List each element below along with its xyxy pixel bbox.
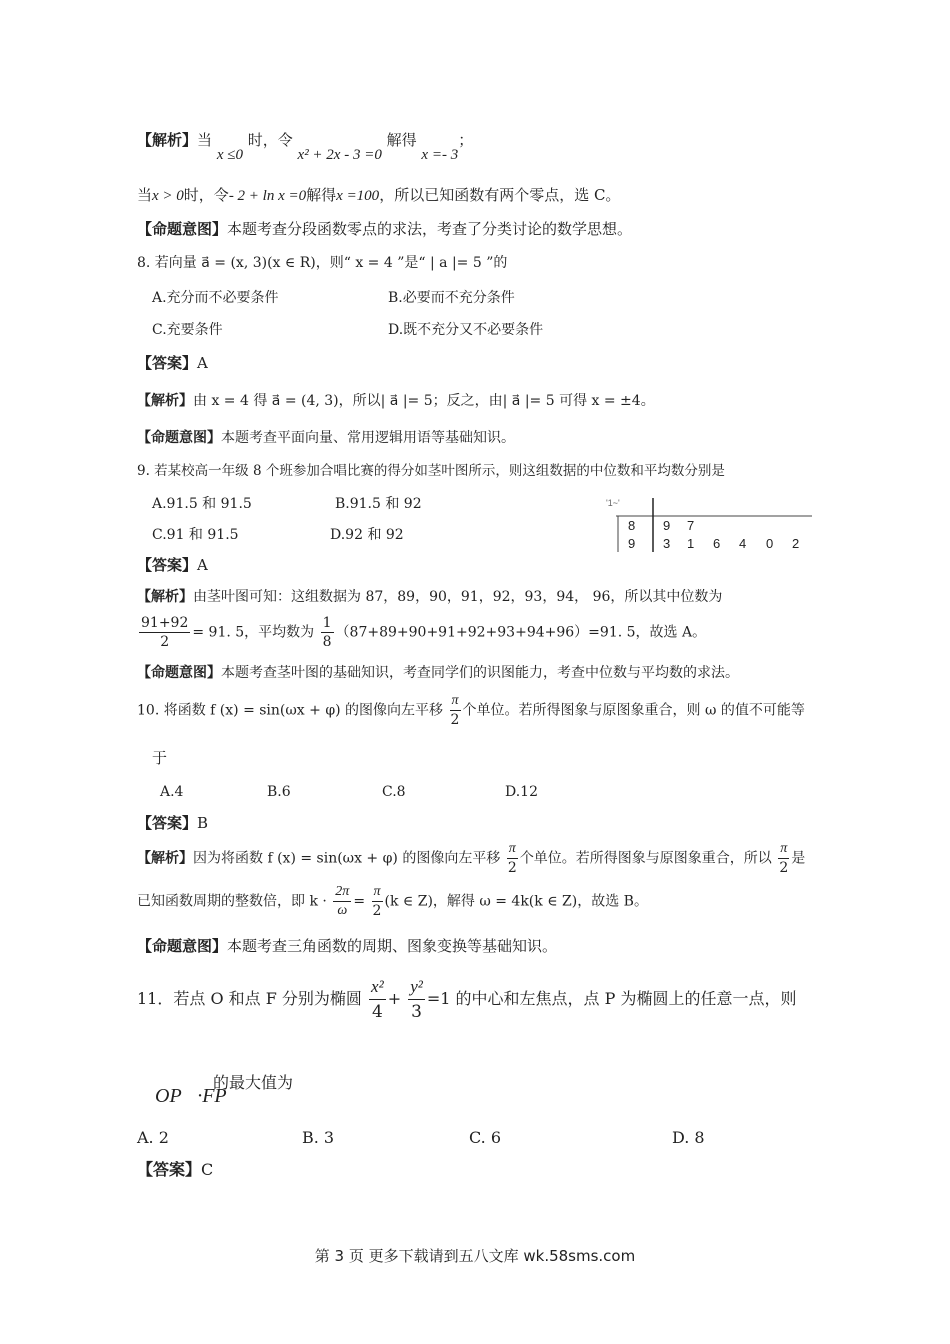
stem-9: 9 <box>628 536 636 551</box>
q9-calc: $\frac{91+92}{2}$ = 91. 5，平均数为 $\frac{1}{8}$ （87+89+90+91+92+93+94+96）=91. 5，故选 A。 <box>141 615 707 650</box>
q9-intent: 【命题意图】本题考查茎叶图的基础知识，考查同学们的识图能力，考查中位数与平均数的求法。 <box>137 665 739 681</box>
q10-option-c: C.8 <box>382 784 406 800</box>
fraction: $\frac{\pi}{2}$ <box>450 693 460 728</box>
q11-stem-cont: 的最大值为 <box>213 1073 294 1092</box>
q9-analysis: 【解析】由茎叶图可知：这组数据为 87，89，90，91，92，93，94， 96，所以其中位数为 <box>137 589 723 605</box>
fraction: $\frac{\text{x²}}{4}$ <box>371 977 384 1022</box>
q8-option-b: B.必要而不充分条件 <box>388 290 515 306</box>
q11-answer: 【答案】C <box>137 1160 214 1179</box>
q10-stem-cont: 于 <box>152 749 168 767</box>
q8-option-c: C.充要条件 <box>152 322 223 338</box>
q10-option-a: A.4 <box>160 784 184 800</box>
fraction: $\frac{\text{y²}}{3}$ <box>410 977 423 1022</box>
leaf: 3 <box>663 536 671 551</box>
q11-option-b: B. 3 <box>302 1128 335 1147</box>
stem-8: 8 <box>628 518 636 533</box>
q9-option-d: D.92 和 92 <box>330 527 404 543</box>
q8-option-d: D.既不充分又不必要条件 <box>388 322 544 338</box>
leaf: 4 <box>739 536 747 551</box>
stem-leaf-corner: '1~' <box>606 498 620 508</box>
leaf: 6 <box>713 536 721 551</box>
q9-stem: 9. 若某校高一年级 8 个班参加合唱比赛的得分如茎叶图所示，则这组数据的中位数和平均数分别是 <box>137 463 725 479</box>
q10-analysis-line1: 【解析】因为将函数 f (x) = sin(ωx + φ) 的图像向左平移 $\frac{\pi}{2}$ 个单位。若所得图象与原图象重合，所以 $\frac{\pi}{2}$ 是 <box>137 841 806 876</box>
q10-stem: 10. 将函数 f (x) = sin(ωx + φ) 的图像向左平移 $\frac{\pi}{2}$ 个单位。若所得图象与原图象重合，则 ω 的值不可能等 <box>137 693 805 728</box>
q11-option-d: D. 8 <box>672 1128 705 1147</box>
q11-option-a: A. 2 <box>137 1128 169 1147</box>
leaf: 2 <box>792 536 800 551</box>
q8-analysis: 【解析】由 x = 4 得 a⃗ = (4, 3)，所以| a⃗ |= 5；反之，由| a⃗ |= 5 可得 x = ±4。 <box>137 393 655 409</box>
leaf: 1 <box>687 536 695 551</box>
q8-intent: 【命题意图】本题考查平面向量、常用逻辑用语等基础知识。 <box>137 430 515 446</box>
fraction: $\frac{91+92}{2}$ <box>141 615 189 650</box>
q8-option-a: A.充分而不必要条件 <box>152 290 279 306</box>
stem-leaf-plot <box>606 498 812 554</box>
q10-answer: 【答案】B <box>137 814 209 832</box>
leaf: 7 <box>687 518 695 533</box>
analysis-label: 【解析】 <box>137 131 198 149</box>
q7-analysis-line1: 【解析】当 x ≤0 时，令 x² + 2x - 3 =0 解得 x =- 3； <box>137 131 474 163</box>
q11-option-c: C. 6 <box>469 1128 502 1147</box>
q9-answer: 【答案】A <box>137 556 208 574</box>
q9-option-a: A.91.5 和 91.5 <box>152 496 252 512</box>
q10-option-d: D.12 <box>505 784 538 800</box>
q7-analysis-line2: 当x > 0时，令- 2 + ln x =0解得x =100，所以已知函数有两个零点，选 C。 <box>137 186 621 204</box>
q7-intent: 【命题意图】本题考查分段函数零点的求法，考查了分类讨论的数学思想。 <box>137 220 633 238</box>
q11-expression: OP⃗·FP⃗ <box>155 1085 243 1107</box>
fraction: $\frac{\pi}{2}$ <box>372 884 382 919</box>
page-footer: 第 3 页 更多下载请到五八文库 wk.58sms.com <box>314 1247 636 1265</box>
q8-answer: 【答案】A <box>137 354 208 372</box>
fraction: $\frac{2\pi}{\omega}$ <box>335 884 350 918</box>
q9-option-b: B.91.5 和 92 <box>335 496 422 512</box>
q11-stem: 11．若点 O 和点 F 分别为椭圆 $\frac{\text{x²}}{4}$ + $\frac{\text{y²}}{3}$ =1 的中心和左焦点，点 P 为椭圆上的任意一点，则 <box>137 977 797 1022</box>
stem-leaf-lines <box>606 498 812 554</box>
q10-option-b: B.6 <box>267 784 291 800</box>
q10-analysis-line2: 已知函数周期的整数倍，即 k · $\frac{2\pi}{\omega}$ = $\frac{\pi}{2}$ (k ∈ Z)，解得 ω = 4k(k ∈ Z)，故选 B。 <box>137 884 648 919</box>
leaf: 0 <box>766 536 774 551</box>
q9-option-c: C.91 和 91.5 <box>152 527 239 543</box>
leaf: 9 <box>663 518 671 533</box>
fraction: $\frac{\pi}{2}$ <box>507 841 517 876</box>
fraction: $\frac{1}{8}$ <box>322 615 332 650</box>
q10-intent: 【命题意图】本题考查三角函数的周期、图象变换等基础知识。 <box>137 937 558 955</box>
q8-stem: 8. 若向量 a⃗ = (x, 3)(x ∈ R)，则“ x = 4 ”是“ | a |= 5 ”的 <box>137 255 508 271</box>
fraction: $\frac{\pi}{2}$ <box>779 841 789 876</box>
